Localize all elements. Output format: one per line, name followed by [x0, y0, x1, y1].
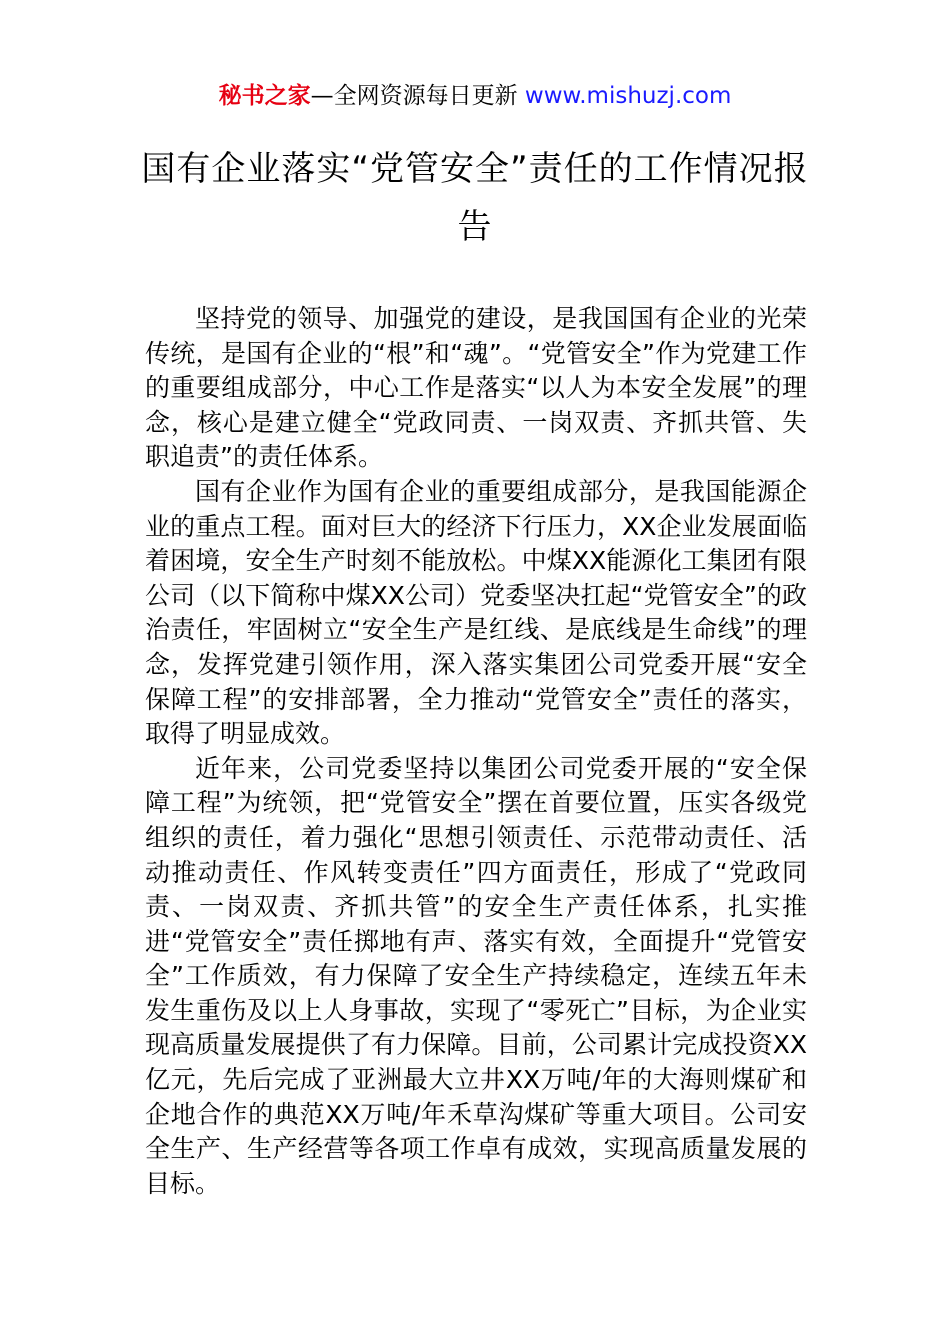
document-body	[145, 302, 807, 1201]
site-header	[0, 80, 950, 112]
paragraph: 坚持党的领导、加强党的建设，是我国国有企业的光荣传统，是国有企业的“根”和“魂”。“党管安全”作为党建工作的重要组成部分，中心工作是落实“以人为本安全发展”的理念，核心是建立健全“党政同责、一岗双责、齐抓共管、失职追责”的责任体系。	[145, 304, 807, 472]
site-url-link[interactable]: www.mishuzj.com	[524, 83, 732, 109]
paragraph: 近年来，公司党委坚持以集团公司党委开展的“安全保障工程”为统领，把“党管安全”摆在首要位置，压实各级党组织的责任，着力强化“思想引领责任、示范带动责任、活动推动责任、作风转变责任”四方面责任，形成了“党政同责、一岗双责、齐抓共管”的安全生产责任体系，扎实推进“党管安全”责任掷地有声、落实有效，全面提升“党管安全”工作质效，有力保障了安全生产持续稳定，连续五年未发生重伤及以上人身事故，实现了“零死亡”目标，为企业实现高质量发展提供了有力保障。目前，公司累计完成投资XX亿元，先后完成了亚洲最大立井XX万吨/年的大海则煤矿和企地合作的典范XX万吨/年禾草沟煤矿等重大项目。公司安全生产、生产经营等各项工作卓有成效，实现高质量发展的目标。	[145, 753, 807, 1198]
site-brand: 秘书之家	[218, 83, 311, 109]
paragraph: 国有企业作为国有企业的重要组成部分，是我国能源企业的重点工程。面对巨大的经济下行压力，XX企业发展面临着困境，安全生产时刻不能放松。中煤XX能源化工集团有限公司（以下简称中煤XX公司）党委坚决扛起“党管安全”的政治责任，牢固树立“安全生产是红线、是底线是生命线”的理念，发挥党建引领作用，深入落实集团公司党委开展“安全保障工程”的安排部署，全力推动“党管安全”责任的落实，取得了明显成效。	[145, 476, 807, 749]
site-tagline: —全网资源每日更新	[310, 83, 525, 109]
document-title: 国有企业落实“党管安全”责任的工作情况报告	[141, 149, 809, 247]
